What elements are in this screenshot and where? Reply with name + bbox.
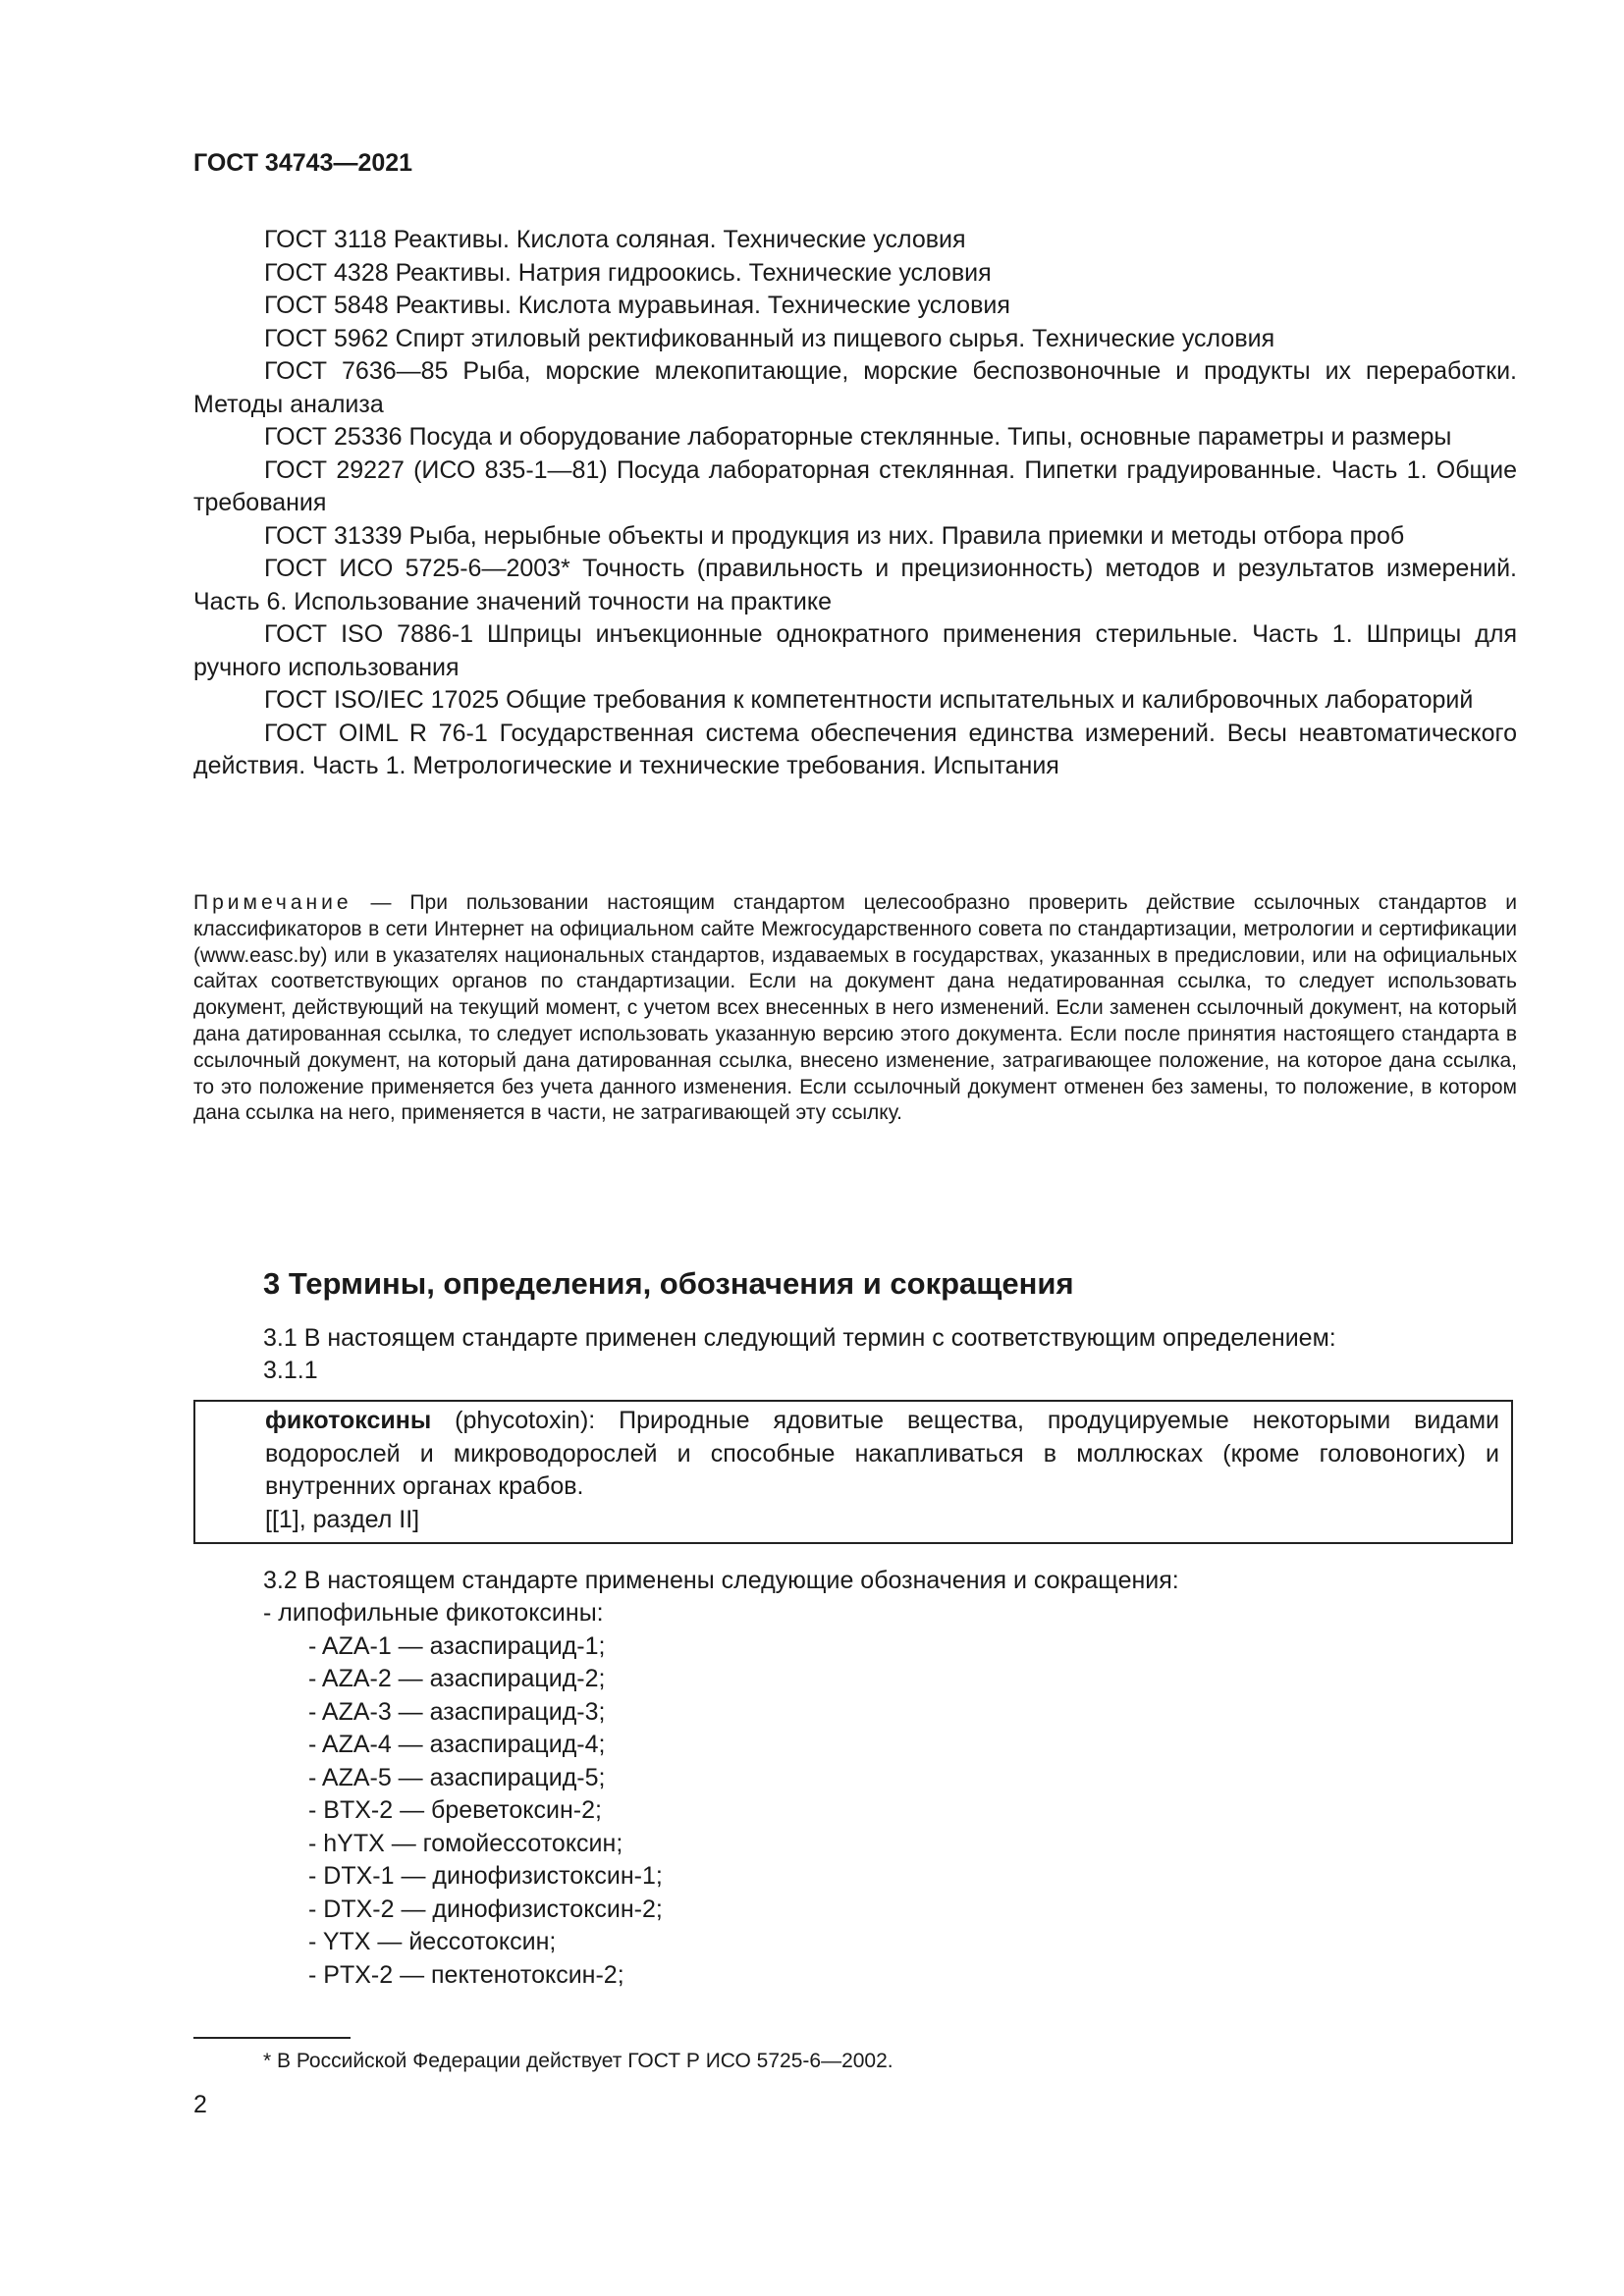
abbreviation-item: - AZA-1 — азаспирацид-1; (308, 1631, 606, 1660)
reference-item: ГОСТ OIML R 76-1 Государственная система обеспечения единства измерений. Весы неавтоматического действия. Часть 1. Метрологические и технические требования. Испытания (193, 719, 1517, 779)
note-text: — При пользовании настоящим стандартом целесообразно проверить действие ссылочных стандартов и классификаторов в сети Интернет на официальном сайте Межгосударственного совета по стандартизации, метрологии и сертификации (www.easc.by) или в указателях национальных стандартов, издаваемых в государствах, указанных в предисловии, или на официальных сайтах соответствующих органов по стандартизации. Если на документ дана недатированная ссылка, то следует использовать документ, действующий на текущий момент, с учетом всех внесенных в него изменений. Если заменен ссылочный документ, на который дана датированная ссылка, то следует использовать указанную версию этого документа. Если после принятия настоящего стандарта в ссылочный документ, на который дана датированная ссылка, внесено изменение, затрагивающее положение, на которое дана ссылка, то это положение применяется без учета данного изменения. Если ссылочный документ отменен без замены, то положение, в котором дана ссылка на него, применяется в части, не затрагивающей эту ссылку. (193, 891, 1517, 1125)
reference-item: ГОСТ 3118 Реактивы. Кислота соляная. Технические условия (264, 226, 966, 253)
paragraph-3-1: 3.1 В настоящем стандарте применен следующий термин с соответствующим определением: (263, 1324, 1336, 1352)
abbreviation-group-label: - липофильные фикотоксины: (263, 1599, 604, 1627)
abbreviation-item: - hYTX — гомойессотоксин; (308, 1829, 623, 1857)
note-label: Примечание (193, 891, 352, 914)
term-definition-box (193, 1400, 1513, 1544)
reference-item: ГОСТ 5962 Спирт этиловый ректификованный из пищевого сырья. Технические условия (264, 324, 1275, 352)
reference-item: ГОСТ ISO/IEC 17025 Общие требования к компетентности испытательных и калибровочных лабораторий (264, 686, 1474, 714)
paragraph-3-1-1: 3.1.1 (263, 1357, 318, 1384)
footnote: * В Российской Федерации действует ГОСТ Р ИСО 5725-6—2002. (263, 2050, 893, 2072)
document-header: ГОСТ 34743—2021 (193, 149, 413, 177)
abbreviation-item: - AZA-3 — азаспирацид-3; (308, 1697, 606, 1726)
reference-item: ГОСТ 5848 Реактивы. Кислота муравьиная. Технические условия (264, 292, 1010, 319)
reference-item: ГОСТ ISO 7886-1 Шприцы инъекционные однократного применения стерильные. Часть 1. Шприцы для ручного использования (193, 620, 1517, 681)
reference-item: ГОСТ ИСО 5725-6—2003* Точность (правильность и прецизионность) методов и результатов измерений. Часть 6. Использование значений точности на практике (193, 555, 1517, 615)
abbreviation-list (263, 1597, 663, 1992)
abbreviation-item: - DTX-1 — динофизистоксин-1; (308, 1862, 663, 1890)
page-number: 2 (193, 2091, 207, 2118)
reference-item: ГОСТ 4328 Реактивы. Натрия гидроокись. Технические условия (264, 258, 992, 287)
reference-item: ГОСТ 29227 (ИСО 835-1—81) Посуда лабораторная стеклянная. Пипетки градуированные. Часть 1. Общие требования (193, 455, 1517, 516)
paragraph-3-2: 3.2 В настоящем стандарте применены следующие обозначения и сокращения: (263, 1567, 1179, 1594)
abbreviation-item: - DTX-2 — динофизистоксин-2; (308, 1895, 663, 1923)
section-3-title: 3 Термины, определения, обозначения и сокращения (263, 1266, 1074, 1301)
abbreviation-item: - YTX — йессотоксин; (308, 1928, 557, 1955)
abbreviation-item: - PTX-2 — пектенотоксин-2; (308, 1960, 624, 1989)
reference-item: ГОСТ 25336 Посуда и оборудование лабораторные стеклянные. Типы, основные параметры и размеры (264, 423, 1452, 451)
abbreviation-item: - AZA-4 — азаспирацид-4; (308, 1731, 606, 1758)
note-paragraph (193, 890, 1517, 1127)
reference-item: ГОСТ 7636—85 Рыба, морские млекопитающие, морские беспозвоночные и продукты их переработки. Методы анализа (193, 357, 1517, 418)
term-definition (195, 1405, 1511, 1504)
term-source: [[1], раздел II] (265, 1505, 420, 1533)
term-definition-text: (phycotoxin): Природные ядовитые вещества, продуцируемые некоторыми видами водорослей и микроводорослей и способные накапливаться в моллюсках (кроме головоногих) и внутренних органах крабов. (265, 1407, 1499, 1500)
term-word: фикотоксины (265, 1407, 432, 1434)
reference-item: ГОСТ 31339 Рыба, нерыбные объекты и продукция из них. Правила приемки и методы отбора проб (264, 521, 1405, 550)
normative-references (193, 224, 1517, 783)
abbreviation-item: - BTX-2 — бреветоксин-2; (308, 1796, 602, 1824)
abbreviation-item: - AZA-2 — азаспирацид-2; (308, 1665, 606, 1692)
abbreviation-item: - AZA-5 — азаспирацид-5; (308, 1763, 606, 1791)
footnote-separator (193, 2037, 351, 2039)
